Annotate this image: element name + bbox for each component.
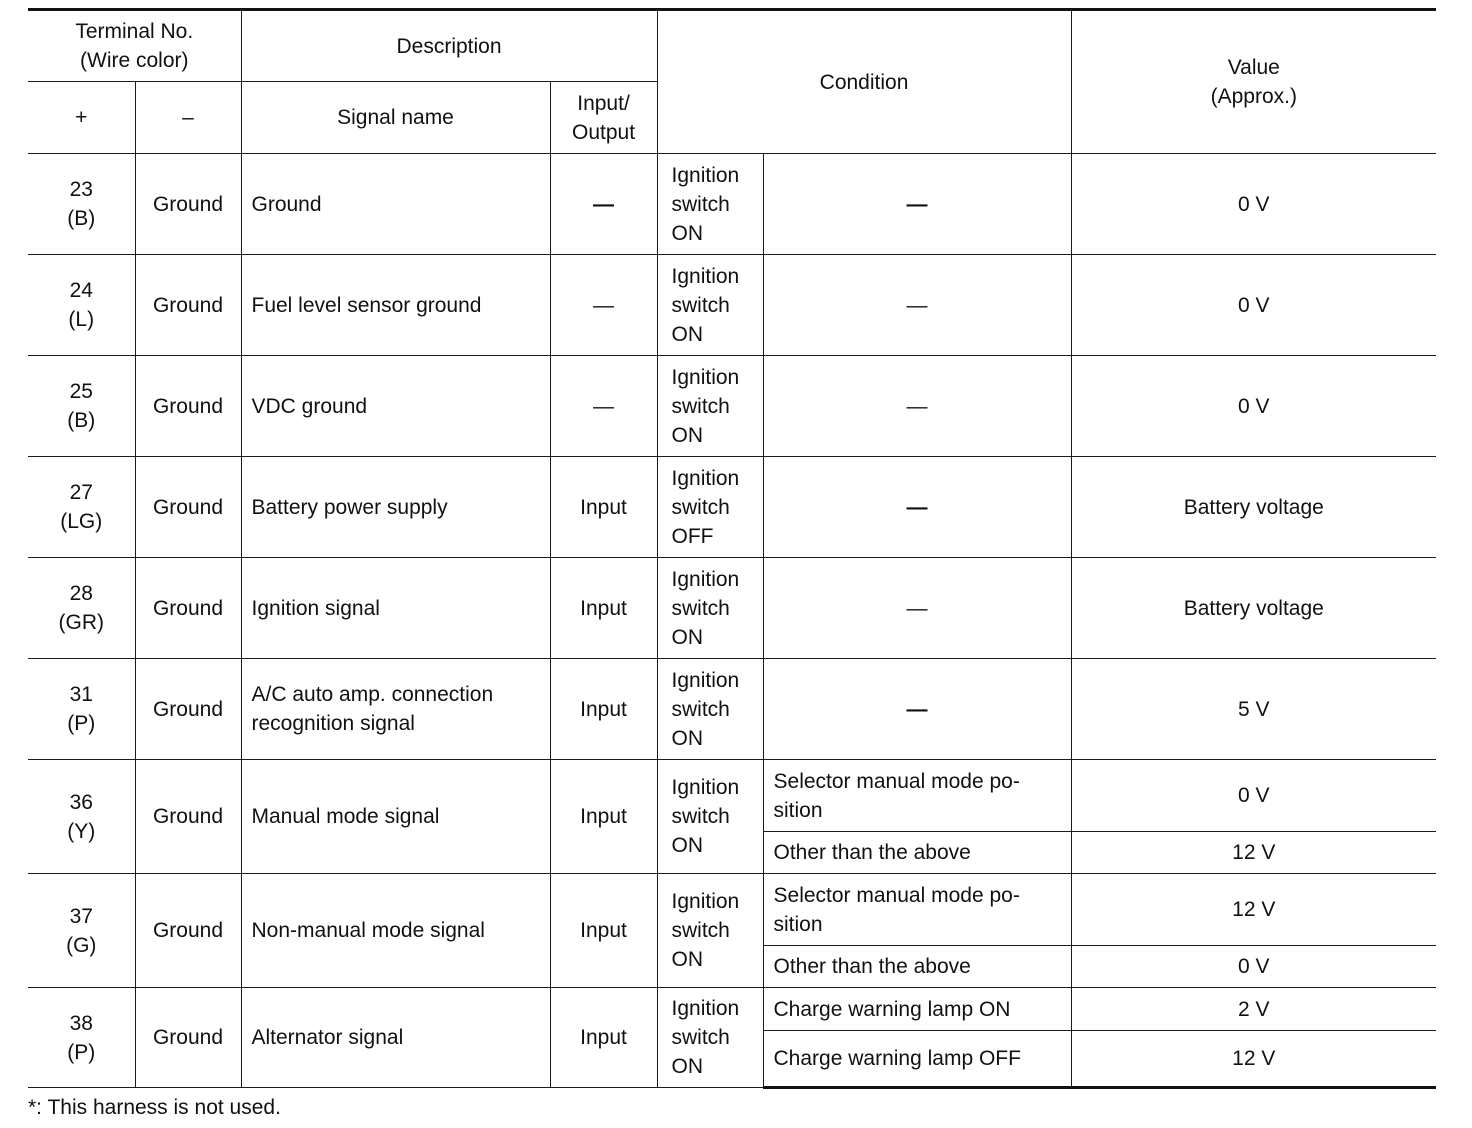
terminal-plus-cell: 36 (Y) (28, 760, 135, 874)
value-cell: Battery voltage (1071, 558, 1436, 659)
value-cell: 12 V (1071, 832, 1436, 874)
signal-name-cell: A/C auto amp. connection recognition signal (241, 659, 550, 760)
terminal-minus-cell: Ground (135, 760, 241, 874)
value-cell: 0 V (1071, 946, 1436, 988)
signal-name-cell: Ground (241, 154, 550, 255)
sub-condition-cell: Selector manual mode po- sition (763, 760, 1071, 832)
value-cell: 2 V (1071, 988, 1436, 1031)
condition-cell: — (763, 356, 1071, 457)
terminal-minus-cell: Ground (135, 874, 241, 988)
ignition-cell: Ignition switch ON (657, 558, 763, 659)
io-cell: — (550, 154, 657, 255)
ignition-cell: Ignition switch ON (657, 988, 763, 1088)
value-cell: 5 V (1071, 659, 1436, 760)
io-cell: — (550, 255, 657, 356)
terminal-minus-cell: Ground (135, 457, 241, 558)
condition-cell: — (763, 558, 1071, 659)
table-row (28, 255, 1436, 356)
table-row (28, 356, 1436, 457)
ignition-cell: Ignition switch ON (657, 874, 763, 988)
ignition-cell: Ignition switch ON (657, 760, 763, 874)
terminal-plus-cell: 24 (L) (28, 255, 135, 356)
terminal-minus-cell: Ground (135, 558, 241, 659)
terminal-spec-table (28, 8, 1436, 1089)
header-description: Description (241, 10, 657, 82)
condition-cell: — (763, 457, 1071, 558)
io-cell: Input (550, 659, 657, 760)
header-terminal-no: Terminal No. (Wire color) (28, 10, 241, 82)
sub-condition-cell: Other than the above (763, 832, 1071, 874)
terminal-minus-cell: Ground (135, 356, 241, 457)
terminal-plus-cell: 23 (B) (28, 154, 135, 255)
io-cell: — (550, 356, 657, 457)
header-input-output: Input/ Output (550, 82, 657, 154)
condition-cell: — (763, 659, 1071, 760)
condition-cell: — (763, 255, 1071, 356)
terminal-minus-cell: Ground (135, 988, 241, 1088)
sub-condition-cell: Selector manual mode po- sition (763, 874, 1071, 946)
condition-cell: — (763, 154, 1071, 255)
io-cell: Input (550, 760, 657, 874)
terminal-plus-cell: 38 (P) (28, 988, 135, 1088)
table-row (28, 558, 1436, 659)
table-row (28, 988, 1436, 1031)
terminal-plus-cell: 25 (B) (28, 356, 135, 457)
table-row (28, 760, 1436, 832)
io-cell: Input (550, 988, 657, 1088)
table-row (28, 659, 1436, 760)
value-cell: 0 V (1071, 154, 1436, 255)
header-minus: – (135, 82, 241, 154)
header-value: Value (Approx.) (1071, 10, 1436, 154)
signal-name-cell: Fuel level sensor ground (241, 255, 550, 356)
io-cell: Input (550, 457, 657, 558)
terminal-plus-cell: 27 (LG) (28, 457, 135, 558)
ignition-cell: Ignition switch OFF (657, 457, 763, 558)
terminal-table-container (28, 8, 1436, 1121)
terminal-plus-cell: 28 (GR) (28, 558, 135, 659)
signal-name-cell: Ignition signal (241, 558, 550, 659)
table-row (28, 457, 1436, 558)
signal-name-cell: Non-manual mode signal (241, 874, 550, 988)
header-signal-name: Signal name (241, 82, 550, 154)
io-cell: Input (550, 558, 657, 659)
sub-condition-cell: Charge warning lamp OFF (763, 1031, 1071, 1088)
footnote: *: This harness is not used. (28, 1096, 281, 1119)
signal-name-cell: VDC ground (241, 356, 550, 457)
header-condition: Condition (657, 10, 1071, 154)
signal-name-cell: Manual mode signal (241, 760, 550, 874)
value-cell: 0 V (1071, 356, 1436, 457)
ignition-cell: Ignition switch ON (657, 154, 763, 255)
signal-name-cell: Alternator signal (241, 988, 550, 1088)
value-cell: 0 V (1071, 255, 1436, 356)
ignition-cell: Ignition switch ON (657, 356, 763, 457)
io-cell: Input (550, 874, 657, 988)
table-row (28, 154, 1436, 255)
terminal-plus-cell: 31 (P) (28, 659, 135, 760)
terminal-plus-cell: 37 (G) (28, 874, 135, 988)
value-cell: Battery voltage (1071, 457, 1436, 558)
table-row (28, 874, 1436, 946)
sub-condition-cell: Other than the above (763, 946, 1071, 988)
terminal-minus-cell: Ground (135, 255, 241, 356)
value-cell: 0 V (1071, 760, 1436, 832)
ignition-cell: Ignition switch ON (657, 659, 763, 760)
ignition-cell: Ignition switch ON (657, 255, 763, 356)
terminal-minus-cell: Ground (135, 154, 241, 255)
terminal-minus-cell: Ground (135, 659, 241, 760)
value-cell: 12 V (1071, 1031, 1436, 1088)
sub-condition-cell: Charge warning lamp ON (763, 988, 1071, 1031)
signal-name-cell: Battery power supply (241, 457, 550, 558)
value-cell: 12 V (1071, 874, 1436, 946)
header-plus: + (28, 82, 135, 154)
